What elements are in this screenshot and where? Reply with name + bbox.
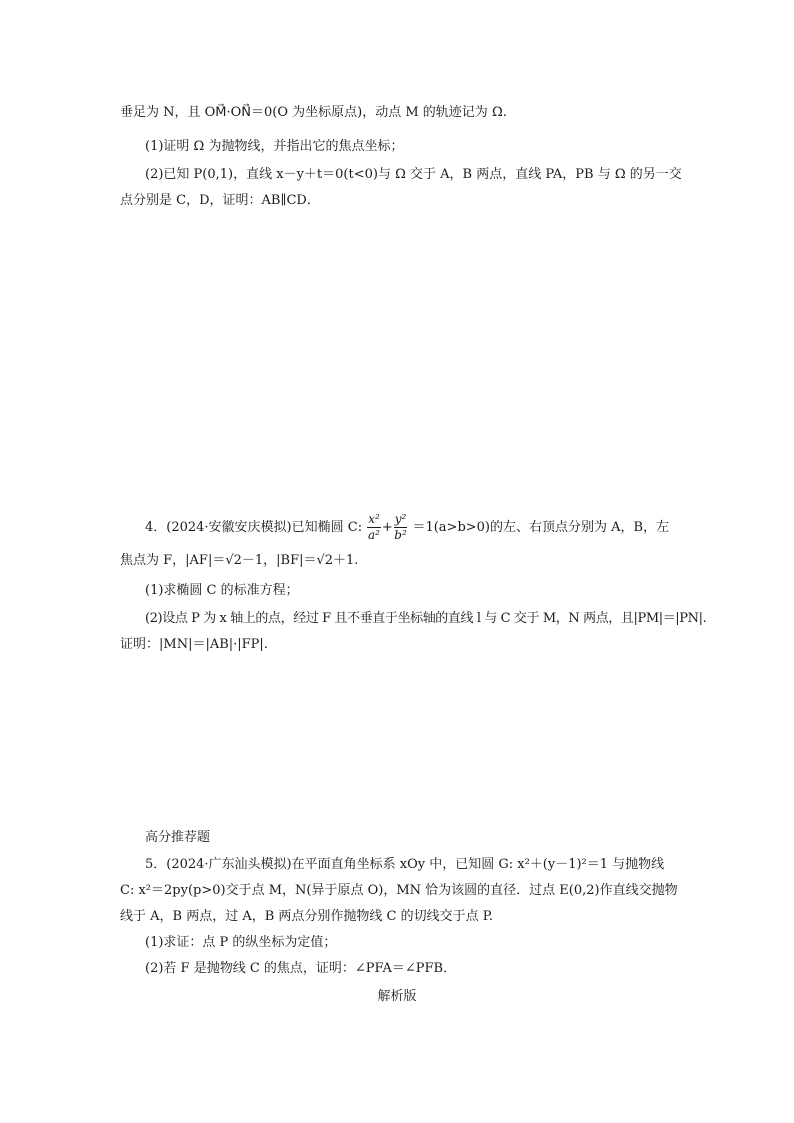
plus-sign: + <box>381 520 393 535</box>
problem5-line1: 5．(2024·广东汕头模拟)在平面直角坐标系 xOy 中，已知圆 G: x²＋(y－1)²＝1 与抛物线 <box>145 857 665 872</box>
section-heading: 高分推荐题 <box>145 830 211 845</box>
fraction-x-numerator: x² <box>368 512 380 526</box>
ellipse-fraction-y <box>394 512 408 543</box>
problem3-part2-line2: 点分别是 C，D，证明：AB∥CD． <box>120 193 320 208</box>
problem4-line2: 焦点为 F，|AF|＝√2－1，|BF|＝√2＋1. <box>120 553 359 568</box>
problem3-part2-line1: (2)已知 P(0,1)，直线 x－y＋t＝0(t<0)与 Ω 交于 A，B 两点，直线 PA，PB 与 Ω 的另一交 <box>145 167 682 182</box>
problem4-intro-prefix: 4．(2024·安徽安庆模拟)已知椭圆 C: <box>145 520 363 535</box>
fraction-x-denominator: a² <box>368 528 380 542</box>
ellipse-fraction-x <box>367 512 381 543</box>
fraction-y-denominator: b² <box>394 528 407 542</box>
problem3-line1: 垂足为 N，且 OM⃗·ON⃗＝0(O 为坐标原点)，动点 M 的轨迹记为 Ω. <box>120 105 507 120</box>
solution-version-label: 解析版 <box>377 989 417 1004</box>
problem5-line3: 线于 A，B 两点，过 A，B 两点分别作抛物线 C 的切线交于点 P. <box>120 909 494 924</box>
problem5-line2: C: x²＝2py(p>0)交于点 M，N(异于原点 O)，MN 恰为该圆的直径．过点 E(0,2)作直线交抛物 <box>120 883 678 898</box>
problem4-intro-suffix: ＝1(a>b>0)的左、右顶点分别为 A，B，左 <box>412 520 670 535</box>
problem5-part1: (1)求证：点 P 的纵坐标为定值； <box>145 935 337 950</box>
problem4-intro <box>145 512 669 544</box>
problem4-part1: (1)求椭圆 C 的标准方程； <box>145 583 299 598</box>
fraction-y-numerator: y² <box>394 512 407 526</box>
problem4-part2-line1: (2)设点 P 为 x 轴上的点，经过 F 且不垂直于坐标轴的直线 l 与 C 交于 M，N 两点，且|PM|＝|PN|. <box>145 611 707 626</box>
problem4-part2-line2: 证明：|MN|＝|AB|·|FP|. <box>120 637 268 652</box>
problem5-part2: (2)若 F 是抛物线 C 的焦点，证明：∠PFA＝∠PFB． <box>145 961 457 976</box>
problem3-part1: (1)证明 Ω 为抛物线，并指出它的焦点坐标； <box>145 139 404 154</box>
